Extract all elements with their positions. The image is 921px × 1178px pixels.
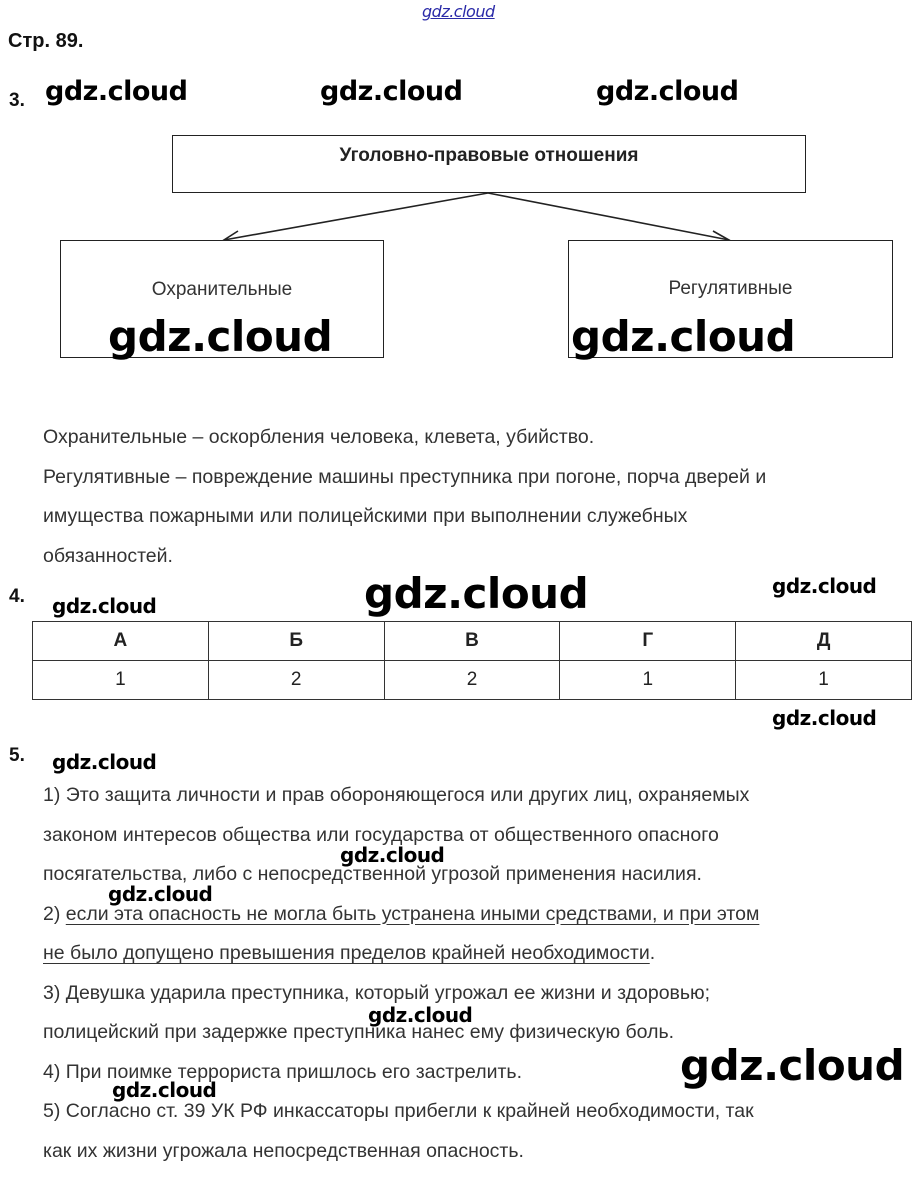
text-fragment: 2) [43,902,66,925]
table-header-cell: Б [208,622,384,661]
text-fragment: . [649,942,656,964]
arrow-left [224,193,488,240]
underlined-text: если эта опасность не могла быть устранена иными средствами, и при этом [65,902,760,925]
table-row [33,661,912,700]
text-line: имущества пожарными или полицейскими при выполнении служебных [43,505,688,527]
diagram-left-label: Охранительные [151,279,293,300]
watermark: gdz.cloud [112,1078,217,1102]
watermark: gdz.cloud [52,750,157,774]
text-line: Регулятивные – повреждение машины преступника при погоне, порча дверей и [43,465,767,488]
text-line [43,934,759,974]
watermark: gdz.cloud [108,882,213,906]
table-header-cell: Д [736,622,912,661]
text-line: обязанностей. [43,544,173,567]
task5-number: 5. [9,745,25,766]
watermark: gdz.cloud [340,843,445,867]
task4-number: 4. [9,586,25,607]
underlined-text: не было допущено превышения пределов крайней необходимости [43,942,650,964]
watermark: gdz.cloud [320,76,463,107]
watermark: gdz.cloud [364,569,589,618]
table-cell: 2 [208,661,384,700]
text-line: посягательства, либо с непосредственной угрозой применения насилия. [43,863,702,885]
watermark: gdz.cloud [368,1003,473,1027]
watermark: gdz.cloud [571,312,796,361]
watermark: gdz.cloud [52,594,157,618]
table-cell: 2 [384,661,560,700]
watermark: gdz.cloud [772,706,877,730]
table-cell: 1 [736,661,912,700]
table-cell: 1 [560,661,736,700]
text-line: законом интересов общества или государства от общественного опасного [43,823,719,846]
text-line: Охранительные – оскорбления человека, клевета, убийство. [43,426,595,448]
table-header-cell: А [33,622,209,661]
diagram-root-label: Уголовно-правовые отношения [339,145,639,166]
text-line: 5) Согласно ст. 39 УК РФ инкассаторы прибегли к крайней необходимости, так [43,1100,754,1122]
answer-table [32,621,912,700]
text-line: полицейский при задержке преступника нанес ему физическую боль. [43,1021,675,1043]
text-line: 3) Девушка ударила преступника, который угрожал ее жизни и здоровью; [43,981,711,1004]
table-cell: 1 [33,661,209,700]
table-header-cell: В [384,622,560,661]
watermark: gdz.cloud [45,76,188,107]
watermark-top: gdz.cloud [422,2,495,21]
watermark: gdz.cloud [108,312,333,361]
diagram-right-label: Регулятивные [668,278,793,299]
table-header-row [33,622,912,661]
page-title: Стр. 89. [8,30,84,52]
text-line: 1) Это защита личности и прав обороняющегося или других лиц, охраняемых [43,784,750,806]
watermark: gdz.cloud [680,1041,905,1090]
arrow-right [488,193,729,240]
diagram-arrows [0,0,921,260]
task3-text [43,418,766,576]
text-line: как их жизни угрожала непосредственная опасность. [43,1139,524,1162]
watermark: gdz.cloud [772,574,877,598]
text-line: 4) При поимке террориста пришлось его застрелить. [43,1060,522,1083]
watermark: gdz.cloud [596,76,739,107]
task5-text [43,776,759,1171]
task3-number: 3. [9,90,25,111]
table-header-cell: Г [560,622,736,661]
